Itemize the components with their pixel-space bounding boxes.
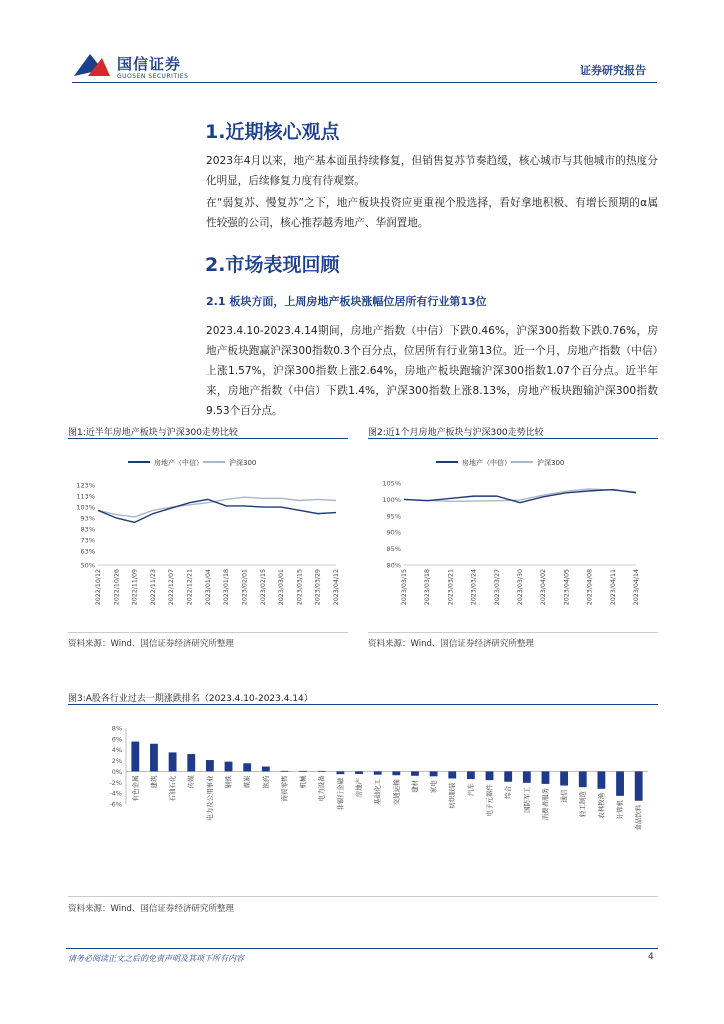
y-tick-label: -4% [109,789,122,798]
x-tick-label: 2023/03/15 [401,569,408,606]
category-label: 有色金属 [131,775,140,802]
y-tick-label: 6% [111,735,122,744]
bar [225,762,233,772]
legend-label-real-estate: 房地产（中信） [462,459,511,467]
category-label: 农林牧渔 [597,792,606,819]
y-tick-label: 85% [386,545,401,554]
bar [374,771,382,774]
section2-subtitle: 2.1 板块方面，上周房地产板块涨幅位居所有行业第13位 [206,295,487,308]
bar [448,771,456,778]
bar [523,771,531,782]
category-label: 商贸零售 [280,775,289,802]
bar [430,771,438,776]
category-label: 非银行金融 [336,778,345,811]
bar [560,771,568,785]
x-tick-label: 2023/02/01 [241,569,249,606]
legend-label-real-estate: 房地产（中信） [154,459,203,467]
figure1-rule [68,438,348,439]
series-line-hs300 [98,497,336,517]
category-label: 电力及公用事业 [205,775,214,821]
x-tick-label: 2022/10/12 [95,569,102,606]
x-tick-label: 2023/03/24 [470,569,478,606]
bar [504,771,512,781]
series-line-real-estate [98,499,336,522]
header-rule [72,82,657,83]
x-tick-label: 2022/12/07 [168,569,176,606]
x-tick-label: 2023/03/18 [424,569,432,606]
bar [597,771,605,788]
x-tick-label: 2022/10/26 [113,569,121,606]
section1-paragraph-2: 在“弱复苏、慢复苏”之下，地产板块投资应更重视个股选择，看好拿地积极、有增长预期的α属性较强的公司，核心推荐越秀地产、华润置地。 [206,197,658,229]
y-tick-label: -2% [109,778,122,787]
bar [392,771,400,775]
x-tick-label: 2023/02/15 [259,569,267,606]
footer-disclaimer: 请务必阅读正文之后的免责声明及其项下所有内容 [68,954,244,963]
x-tick-label: 2023/03/29 [314,569,322,606]
category-label: 综合 [504,785,513,799]
y-tick-label: 63% [80,547,95,556]
y-tick-label: 100% [382,495,401,504]
y-tick-label: 93% [80,514,95,523]
category-label: 医药 [261,775,270,789]
category-label: 食品饮料 [634,804,643,831]
y-tick-label: 4% [111,746,122,755]
category-label: 交通运输 [392,779,401,806]
figure2-rule [368,438,658,439]
figure3-rule [68,704,658,705]
bar [635,771,643,800]
bar [579,771,587,787]
bar [243,763,251,771]
category-label: 建材 [410,779,419,793]
bar [616,771,624,795]
bar [336,771,344,774]
category-label: 通信 [560,789,569,803]
category-label: 建筑 [149,775,158,789]
figure2-caption: 图2:近1个月房地产板块与沪深300走势比较 [368,428,544,438]
x-tick-label: 2022/11/23 [149,569,157,606]
legend-label-hs300: 沪深300 [537,459,565,467]
y-tick-label: 83% [80,525,95,534]
y-tick-label: 90% [386,528,401,537]
category-label: 家电 [429,780,438,794]
bar [262,767,270,772]
category-label: 房地产 [355,777,364,798]
page-number: 4 [648,952,654,962]
x-tick-label: 2023/03/15 [296,569,304,606]
section1-title: 1.近期核心观点 [205,121,340,143]
bar [467,771,475,779]
x-tick-label: 2023/04/11 [609,569,617,606]
x-tick-label: 2023/04/12 [333,569,340,606]
bar [187,754,195,771]
footer-rule [66,948,658,949]
bar [355,771,363,773]
logo-subtext: GUOSEN SECURITIES [117,73,189,80]
logo-mark-icon [72,50,112,82]
category-label: 国防军工 [522,786,531,813]
category-label: 钢铁 [224,775,233,789]
figure3-chart [68,712,658,892]
category-label: 机械 [299,775,308,789]
logo-text: 国信证券 [117,55,182,73]
y-tick-label: 113% [76,492,95,501]
x-tick-label: 2023/04/08 [586,569,594,606]
y-tick-label: 73% [80,536,95,545]
bar [411,771,419,775]
figure1-chart [68,445,350,630]
report-type: 证券研究报告 [580,64,646,77]
bar [150,744,158,772]
legend-label-hs300: 沪深300 [229,459,257,467]
category-label: 石油石化 [168,775,177,802]
figure3-source: 资料来源：Wind、国信证券经济研究所整理 [68,904,234,914]
section1-paragraph-1: 2023年4月以来，地产基本面虽持续修复，但销售复苏节奏趋缓，核心城市与其他城市的热度分化明显，后续修复力度有待观察。 [206,155,658,187]
section2-title: 2.市场表现回顾 [205,254,340,276]
y-tick-label: 103% [76,503,95,512]
x-tick-label: 2023/03/30 [517,569,524,606]
logo [72,50,112,82]
bar [486,771,494,780]
figure2-chart [368,445,658,630]
category-label: 计算机 [616,799,625,820]
category-label: 基础化工 [373,778,382,805]
x-tick-label: 2023/03/01 [278,569,286,606]
figure1-source: 资料来源：Wind、国信证券经济研究所整理 [68,639,234,649]
figure1-bottom-rule [68,632,348,633]
x-tick-label: 2023/01/04 [204,569,212,606]
y-tick-label: 8% [111,724,122,733]
category-label: 煤炭 [243,775,252,789]
category-label: 纺织服装 [448,782,457,809]
bar [131,742,139,772]
category-label: 传媒 [187,775,196,789]
y-tick-label: 0% [111,767,122,776]
y-tick-label: 95% [386,512,401,521]
bar [299,771,307,772]
bar [542,771,550,783]
x-tick-label: 2023/03/27 [493,569,501,606]
category-label: 电子元器件 [485,784,494,817]
y-tick-label: -6% [109,800,122,809]
y-tick-label: 50% [80,561,95,570]
x-tick-label: 2023/04/02 [540,569,548,606]
x-tick-label: 2023/01/18 [223,569,231,606]
figure2-bottom-rule [368,632,658,633]
y-tick-label: 105% [382,479,401,488]
x-tick-label: 2023/04/14 [633,569,640,606]
x-tick-label: 2023/03/21 [447,569,455,606]
figure3-caption: 图3:A股各行业过去一期涨跌排名（2023.4.10-2023.4.14） [68,694,313,704]
x-tick-label: 2022/11/09 [131,569,139,606]
y-tick-label: 2% [111,757,122,766]
figure1-caption: 图1:近半年房地产板块与沪深300走势比较 [68,428,238,438]
category-label: 消费者服务 [541,787,550,821]
bar [169,752,177,771]
figure3-bottom-rule [68,896,658,897]
y-tick-label: 80% [386,561,401,570]
x-tick-label: 2023/04/05 [563,569,571,606]
bar [206,760,214,771]
bar [281,771,289,772]
category-label: 电力设备 [317,775,326,802]
y-tick-label: 123% [76,481,95,490]
section2-paragraph: 2023.4.10-2023.4.14期间，房地产指数（中信）下跌0.46%，沪深300指数下跌0.76%，房地产板块跑赢沪深300指数0.3个百分点，位居所有行业第13位。近一个月，房地产指数（中信）上涨1.57%，沪深300指数上涨2.64%，房地产板块跑输沪深300指数1.07个百分点。近半年来，房地产指数（中信）下跌1.4%，沪深300指数上涨8.13%，房地产板块跑输沪深300指数9.53个百分点。 [206,325,658,417]
figure2-source: 资料来源：Wind、国信证券经济研究所整理 [368,639,534,649]
category-label: 汽车 [466,783,475,797]
category-label: 轻工制造 [578,791,587,818]
x-tick-label: 2022/12/21 [186,569,194,606]
bar [318,771,326,772]
